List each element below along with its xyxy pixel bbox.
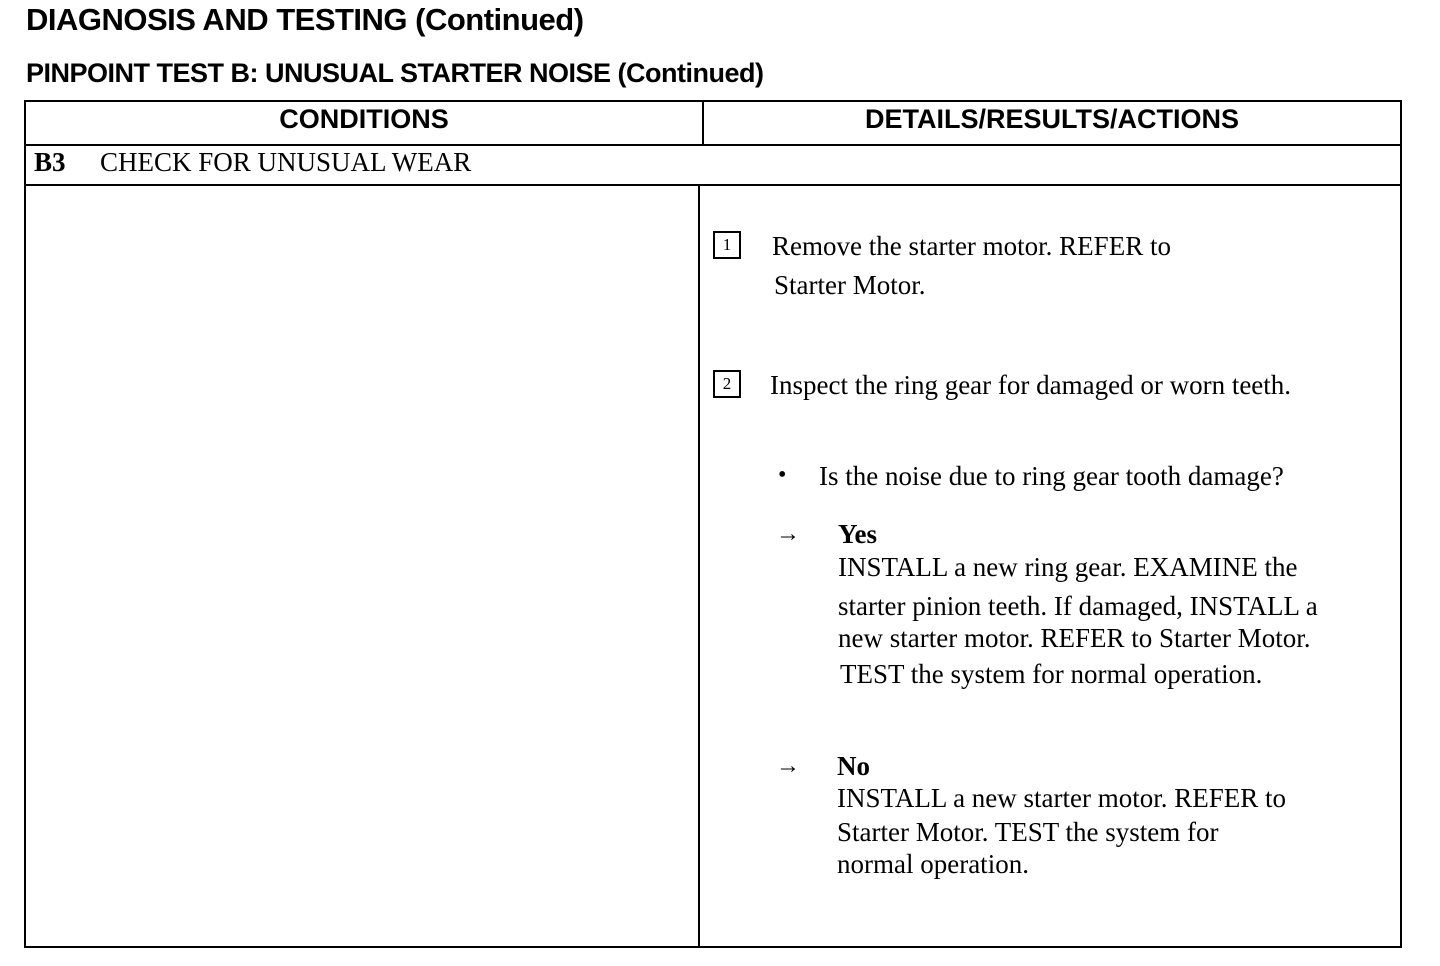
answer-text-line: TEST the system for normal operation. bbox=[840, 659, 1263, 689]
answer-label-no: No bbox=[837, 751, 870, 781]
answer-text-line: Starter Motor. TEST the system for bbox=[837, 817, 1219, 847]
step-code: B3 bbox=[34, 147, 66, 177]
answer-text-line: starter pinion teeth. If damaged, INSTALL a bbox=[838, 591, 1318, 621]
pinpoint-test-title: PINPOINT TEST B: UNUSUAL STARTER NOISE (Continued) bbox=[26, 58, 764, 88]
bullet-icon: • bbox=[778, 462, 787, 488]
answer-text-line: normal operation. bbox=[837, 849, 1029, 879]
question-text: Is the noise due to ring gear tooth damage? bbox=[819, 461, 1284, 491]
answer-text-line: INSTALL a new starter motor. REFER to bbox=[837, 783, 1287, 813]
action-number-box: 1 bbox=[713, 231, 741, 259]
column-header-conditions: CONDITIONS bbox=[279, 104, 449, 134]
action-text-line: Remove the starter motor. REFER to bbox=[772, 231, 1171, 261]
step-divider bbox=[24, 184, 1402, 186]
header-divider bbox=[24, 144, 1402, 146]
column-divider-body bbox=[698, 184, 700, 948]
arrow-right-icon: → bbox=[776, 521, 800, 547]
arrow-right-icon: → bbox=[776, 753, 800, 779]
action-text-line: Starter Motor. bbox=[774, 270, 926, 300]
step-row bbox=[34, 147, 471, 178]
answer-text-line: new starter motor. REFER to Starter Motor. bbox=[838, 623, 1311, 653]
answer-label-yes: Yes bbox=[838, 519, 877, 549]
step-title: CHECK FOR UNUSUAL WEAR bbox=[100, 147, 472, 177]
page-title: DIAGNOSIS AND TESTING (Continued) bbox=[26, 2, 584, 37]
action-number-box: 2 bbox=[713, 370, 741, 398]
column-header-details: DETAILS/RESULTS/ACTIONS bbox=[864, 104, 1239, 134]
action-text-line: Inspect the ring gear for damaged or worn teeth. bbox=[770, 370, 1292, 400]
answer-text-line: INSTALL a new ring gear. EXAMINE the bbox=[838, 552, 1298, 582]
